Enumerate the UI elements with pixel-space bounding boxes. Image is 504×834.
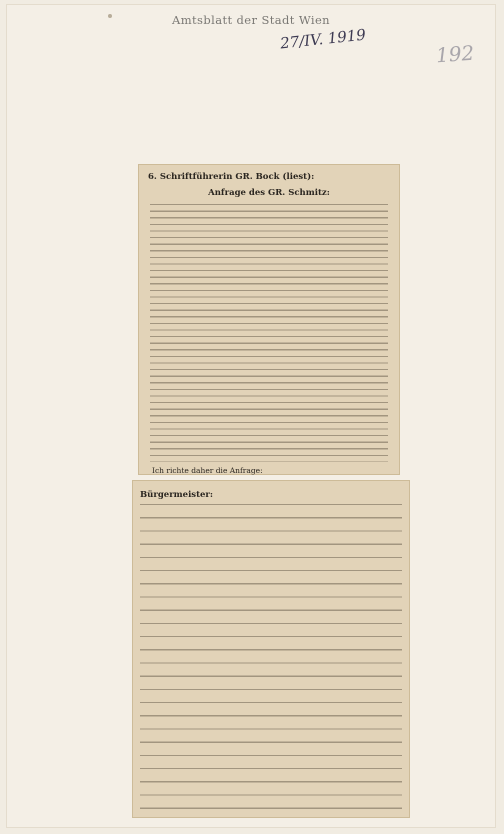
reply-body-text: [140, 504, 402, 810]
inquiry-heading: Anfrage des GR. Schmitz:: [208, 188, 330, 198]
newspaper-clipping-inquiry: [138, 164, 400, 475]
inquiry-body-text: [150, 204, 388, 462]
newspaper-clipping-mayor-reply: [132, 480, 410, 818]
handwritten-date: 27/IV. 1919: [279, 25, 367, 53]
document-page: [6, 4, 496, 828]
speaker-line: 6. Schriftführerin GR. Bock (liest):: [148, 172, 315, 182]
inquiry-request-line: Ich richte daher die Anfrage:: [152, 466, 263, 475]
reply-speaker-label: Bürgermeister:: [140, 490, 214, 500]
page-number: 192: [435, 40, 475, 68]
archive-stamp: Amtsblatt der Stadt Wien: [172, 13, 330, 27]
